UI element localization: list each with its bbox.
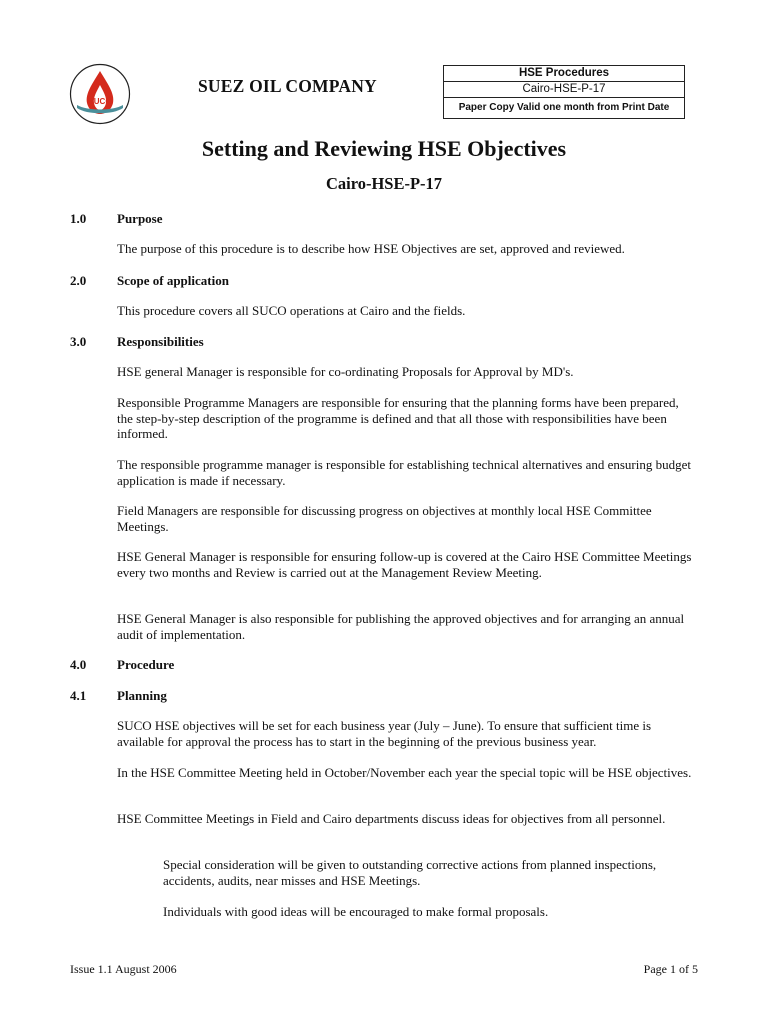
section-heading: Planning <box>117 688 167 703</box>
paragraph: HSE general Manager is responsible for co-ordinating Proposals for Approval by MD's. <box>117 364 574 379</box>
paragraph: SUCO HSE objectives will be set for each business year (July – June). To ensure that sufficient time is available for approval the process has to start in the beginning of the previous business year. <box>117 718 652 749</box>
section-heading: Procedure <box>117 657 175 672</box>
paragraph: HSE Committee Meetings in Field and Cairo departments discuss ideas for objectives from all personnel. <box>117 811 666 826</box>
box-code-label: Cairo-HSE-P-17 <box>444 82 684 98</box>
box-procedures-label: HSE Procedures <box>444 66 684 82</box>
paragraph: This procedure covers all SUCO operations at Cairo and the fields. <box>117 303 466 318</box>
section-number: 2.0 <box>70 273 87 288</box>
section-heading: Scope of application <box>117 273 229 288</box>
section-heading: Purpose <box>117 211 163 226</box>
logo-text: SUCO <box>88 97 112 106</box>
document-title: Setting and Reviewing HSE Objectives <box>201 136 567 161</box>
indented-paragraph: Special consideration will be given to outstanding corrective actions from planned inspections, accidents, audits, near misses and HSE Meetings. <box>163 857 657 888</box>
paragraph: HSE General Manager is also responsible for publishing the approved objectives and for arranging an annual audit of implementation. <box>117 611 685 642</box>
section-number: 4.0 <box>70 657 87 672</box>
paragraph: HSE General Manager is responsible for ensuring follow-up is covered at the Cairo HSE Committee Meetings every two months and Review is carried out at the Management Review Meeting. <box>117 549 692 580</box>
document-control-box <box>443 65 685 119</box>
footer-page-number: Page 1 of 5 <box>643 962 698 976</box>
paragraph: The responsible programme manager is responsible for establishing technical alternatives and ensuring budget application is made if necessary. <box>117 457 691 488</box>
paragraph: Field Managers are responsible for discussing progress on objectives at monthly local HSE Committee Meetings. <box>117 503 652 534</box>
footer-issue: Issue 1.1 August 2006 <box>70 962 177 976</box>
section-heading: Responsibilities <box>117 334 204 349</box>
document-code: Cairo-HSE-P-17 <box>325 174 443 193</box>
company-name: SUEZ OIL COMPANY <box>198 76 377 96</box>
section-number: 1.0 <box>70 211 87 226</box>
indented-paragraph: Individuals with good ideas will be encouraged to make formal proposals. <box>163 904 549 919</box>
suco-logo-icon <box>69 63 131 125</box>
section-number: 3.0 <box>70 334 87 349</box>
paragraph: Responsible Programme Managers are responsible for ensuring that the planning forms have been prepared, the step-by-step description of the programme is defined and that all those with responsibilities have been informed. <box>117 395 679 442</box>
box-validity-note: Paper Copy Valid one month from Print Date <box>458 102 670 113</box>
paragraph: In the HSE Committee Meeting held in October/November each year the special topic will be HSE objectives. <box>117 765 692 780</box>
paragraph: The purpose of this procedure is to describe how HSE Objectives are set, approved and reviewed. <box>117 241 625 256</box>
section-number: 4.1 <box>70 688 87 703</box>
